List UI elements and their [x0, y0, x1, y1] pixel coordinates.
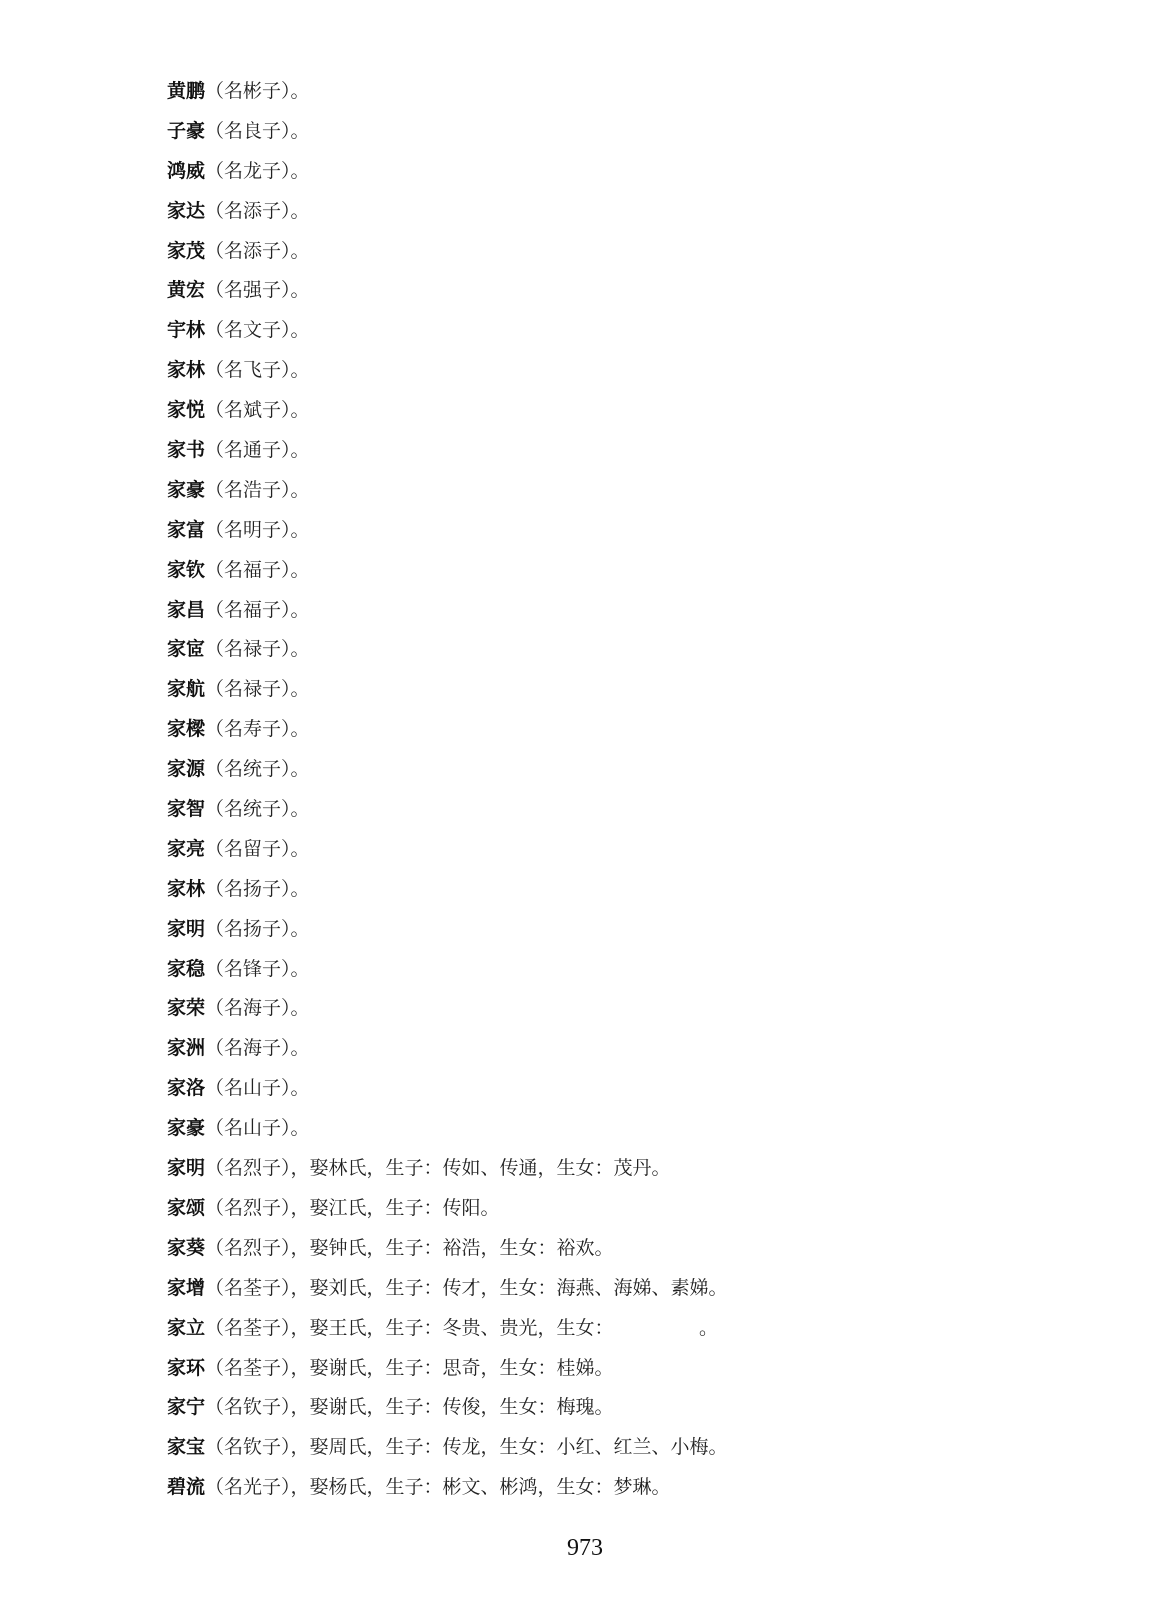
entry-detail: （名明子）。 — [205, 518, 310, 541]
entry-name: 黄宏 — [167, 279, 206, 302]
entry-name: 家航 — [167, 678, 206, 701]
genealogy-entry — [167, 1109, 1067, 1149]
genealogy-entry — [167, 870, 1067, 910]
entry-detail: （名山子）。 — [205, 1077, 310, 1100]
entry-detail: （名彬子）。 — [205, 80, 310, 102]
entry-name: 宇林 — [167, 319, 206, 342]
genealogy-entry — [167, 1189, 1067, 1229]
entry-name: 家富 — [167, 518, 206, 541]
genealogy-entry — [167, 72, 1067, 112]
entry-name: 家豪 — [167, 1117, 206, 1140]
entry-name: 家洲 — [167, 1037, 206, 1060]
entry-name: 家洛 — [167, 1077, 206, 1100]
entry-detail: （名添子）。 — [205, 239, 310, 262]
entry-detail: （名统子）。 — [205, 798, 310, 821]
genealogy-entry — [167, 910, 1067, 950]
genealogy-entry — [167, 192, 1067, 232]
entry-detail: （名福子）。 — [205, 598, 310, 621]
entry-detail: （名添子）。 — [205, 199, 310, 222]
genealogy-entry — [167, 1428, 1067, 1468]
genealogy-entry — [167, 271, 1067, 311]
entry-name: 家宧 — [167, 638, 206, 661]
entry-name: 家昌 — [167, 598, 206, 621]
genealogy-entry — [167, 670, 1067, 710]
entry-name: 子豪 — [167, 119, 206, 142]
entry-detail: （名烈子），娶江氏，生子：传阳。 — [205, 1196, 500, 1219]
genealogy-entry — [167, 591, 1067, 631]
genealogy-entry — [167, 989, 1067, 1029]
entry-detail: （名福子）。 — [205, 558, 310, 581]
entry-name: 家增 — [167, 1276, 206, 1299]
entry-name: 家稳 — [167, 957, 206, 980]
genealogy-entry — [167, 1388, 1067, 1428]
entry-detail: （名扬子）。 — [205, 917, 310, 940]
entry-name: 家钦 — [167, 558, 206, 581]
genealogy-entry — [167, 950, 1067, 990]
entry-detail: （名文子）。 — [205, 319, 310, 342]
genealogy-entry — [167, 431, 1067, 471]
entry-name: 家林 — [167, 359, 206, 382]
genealogy-entry — [167, 391, 1067, 431]
entry-detail: （名留子）。 — [205, 837, 310, 860]
genealogy-entry — [167, 1468, 1067, 1508]
entry-detail: （名扬子）。 — [205, 877, 310, 900]
page-number: 973 — [567, 1535, 603, 1561]
entry-name: 家林 — [167, 877, 206, 900]
entry-name: 家亮 — [167, 837, 206, 860]
entry-name: 家茂 — [167, 239, 206, 262]
entry-name: 家宝 — [167, 1436, 206, 1459]
entry-name: 家源 — [167, 758, 206, 781]
entry-name: 家宁 — [167, 1396, 206, 1419]
entry-detail: （名龙子）。 — [205, 159, 310, 182]
entry-name: 家立 — [167, 1316, 206, 1339]
entry-detail: （名荃子），娶谢氏，生子：思奇，生女：桂娣。 — [205, 1356, 614, 1379]
entry-detail: （名禄子）。 — [205, 638, 310, 661]
entry-detail: （名烈子），娶钟氏，生子：裕浩，生女：裕欢。 — [205, 1236, 614, 1259]
entry-detail: （名锋子）。 — [205, 957, 310, 980]
entry-name: 家明 — [167, 1157, 206, 1180]
genealogy-entry-list — [167, 72, 1067, 1508]
entry-detail: （名通子）。 — [205, 439, 310, 462]
genealogy-entry — [167, 630, 1067, 670]
genealogy-entry — [167, 1069, 1067, 1109]
genealogy-entry — [167, 551, 1067, 591]
entry-name: 家智 — [167, 798, 206, 821]
entry-detail: （名海子）。 — [205, 997, 310, 1020]
entry-name: 家荣 — [167, 997, 206, 1020]
genealogy-entry — [167, 351, 1067, 391]
genealogy-entry — [167, 1269, 1067, 1309]
entry-name: 家悦 — [167, 399, 206, 422]
entry-detail: （名强子）。 — [205, 279, 310, 302]
entry-detail: （名钦子），娶周氏，生子：传龙，生女：小红、红兰、小梅。 — [205, 1436, 728, 1459]
genealogy-entry — [167, 1229, 1067, 1269]
entry-detail: （名禄子）。 — [205, 678, 310, 701]
entry-name: 家豪 — [167, 478, 206, 501]
entry-name: 家达 — [167, 199, 206, 222]
genealogy-entry — [167, 790, 1067, 830]
genealogy-entry — [167, 511, 1067, 551]
entry-detail: （名钦子），娶谢氏，生子：传俊，生女：梅瑰。 — [205, 1396, 614, 1419]
entry-detail: （名荃子），娶刘氏，生子：传才，生女：海燕、海娣、素娣。 — [205, 1276, 728, 1299]
genealogy-entry — [167, 710, 1067, 750]
entry-detail: （名斌子）。 — [205, 399, 310, 422]
entry-name: 黄鹏 — [167, 80, 206, 102]
entry-detail: （名海子）。 — [205, 1037, 310, 1060]
genealogy-entry — [167, 152, 1067, 192]
entry-detail: （名良子）。 — [205, 119, 310, 142]
entry-detail: （名光子），娶杨氏，生子：彬文、彬鸿，生女：梦琳。 — [205, 1476, 671, 1499]
entry-name: 家颂 — [167, 1196, 206, 1219]
entry-detail: （名浩子）。 — [205, 478, 310, 501]
entry-name: 家书 — [167, 439, 206, 462]
genealogy-entry — [167, 830, 1067, 870]
genealogy-entry — [167, 471, 1067, 511]
entry-detail: （名寿子）。 — [205, 718, 310, 741]
genealogy-entry — [167, 311, 1067, 351]
genealogy-entry — [167, 750, 1067, 790]
entry-name: 家环 — [167, 1356, 206, 1379]
entry-name: 碧流 — [167, 1476, 206, 1499]
genealogy-entry — [167, 1149, 1067, 1189]
genealogy-entry — [167, 1309, 1067, 1349]
entry-name: 家明 — [167, 917, 206, 940]
genealogy-entry — [167, 112, 1067, 152]
entry-detail: （名荃子），娶王氏，生子：冬贵、贵光，生女： 。 — [205, 1316, 719, 1339]
entry-name: 鸿威 — [167, 159, 206, 182]
entry-detail: （名烈子），娶林氏，生子：传如、传通，生女：茂丹。 — [205, 1157, 671, 1180]
genealogy-entry — [167, 1029, 1067, 1069]
entry-detail: （名统子）。 — [205, 758, 310, 781]
entry-name: 家葵 — [167, 1236, 206, 1259]
entry-name: 家樑 — [167, 718, 206, 741]
genealogy-entry — [167, 1349, 1067, 1389]
genealogy-entry — [167, 232, 1067, 272]
entry-detail: （名山子）。 — [205, 1117, 310, 1140]
entry-detail: （名飞子）。 — [205, 359, 310, 382]
